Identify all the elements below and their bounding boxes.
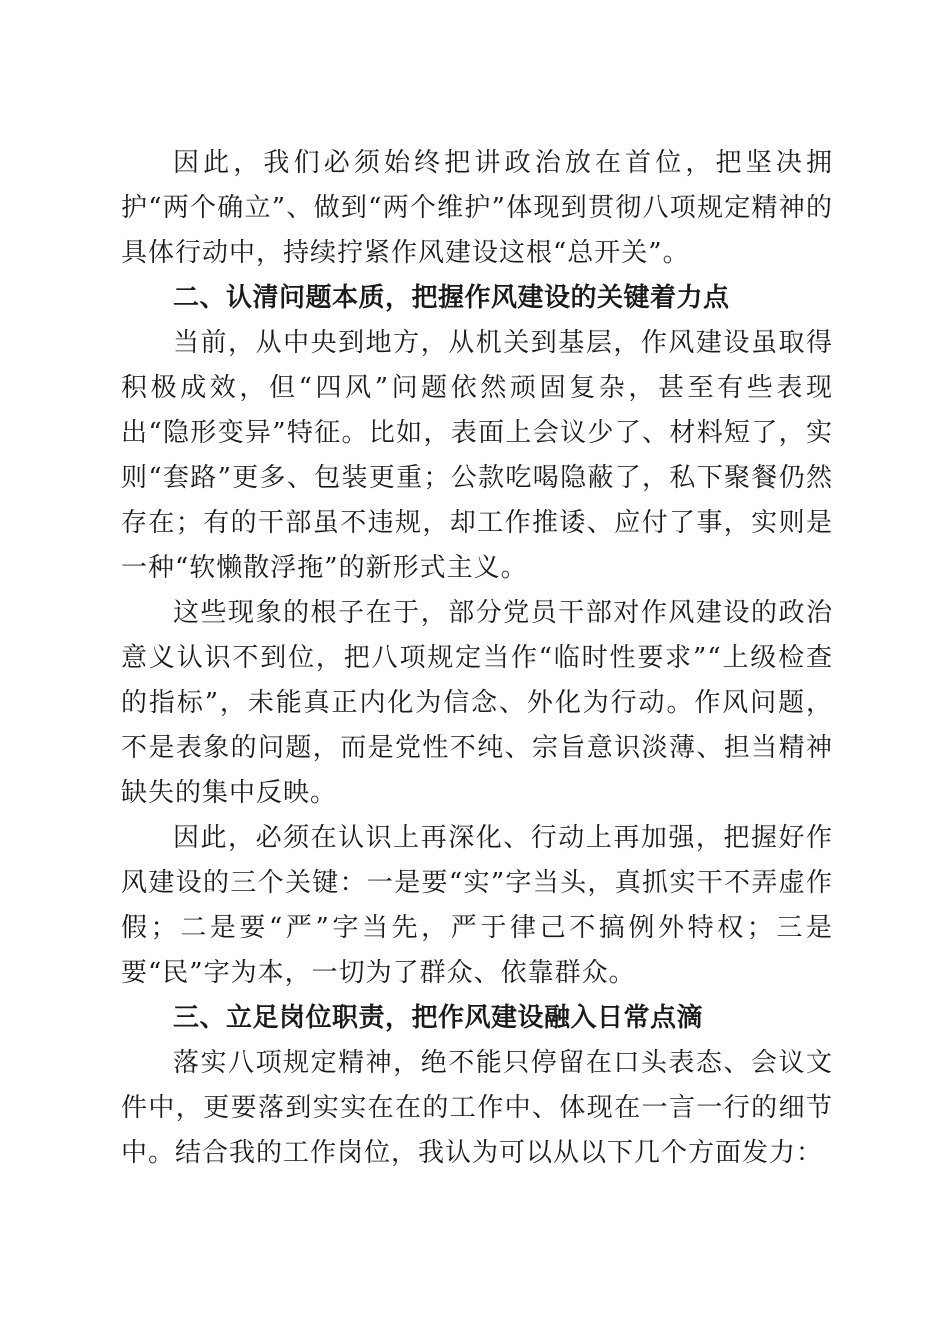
paragraph-root-cause: 这些现象的根子在于，部分党员干部对作风建设的政治意义认识不到位，把八项规定当作“临时性要求”“上级检查的指标”，未能真正内化为信念、外化为行动。作风问题，不是表象的问题，而是党性不纯、宗旨意识淡薄、担当精神缺失的集中反映。 [121, 598, 833, 808]
document-body [121, 141, 833, 1176]
paragraph-implementation: 落实八项规定精神，绝不能只停留在口头表态、会议文件中，更要落到实实在在的工作中、体现在一言一行的细节中。结合我的工作岗位，我认为可以从以下几个方面发力： [121, 1048, 833, 1168]
paragraph-three-keys: 因此，必须在认识上再深化、行动上再加强，把握好作风建设的三个关键：一是要“实”字当头，真抓实干不弄虚作假；二是要“严”字当先，严于律己不搞例外特权；三是要“民”字为本，一切为了群众、依靠群众。 [121, 823, 833, 988]
section-heading-3: 三、立足岗位职责，把作风建设融入日常点滴 [173, 1003, 704, 1033]
paragraph-conclusion-political: 因此，我们必须始终把讲政治放在首位，把坚决拥护“两个确立”、做到“两个维护”体现到贯彻八项规定精神的具体行动中，持续拧紧作风建设这根“总开关”。 [121, 148, 833, 268]
section-heading-2: 二、认清问题本质，把握作风建设的关键着力点 [173, 283, 730, 313]
paragraph-current-situation: 当前，从中央到地方，从机关到基层，作风建设虽取得积极成效，但“四风”问题依然顽固复杂，甚至有些表现出“隐形变异”特征。比如，表面上会议少了、材料短了，实则“套路”更多、包装更重；公款吃喝隐蔽了，私下聚餐仍然存在；有的干部虽不违规，却工作推诿、应付了事，实则是一种“软懒散浮拖”的新形式主义。 [121, 328, 833, 583]
